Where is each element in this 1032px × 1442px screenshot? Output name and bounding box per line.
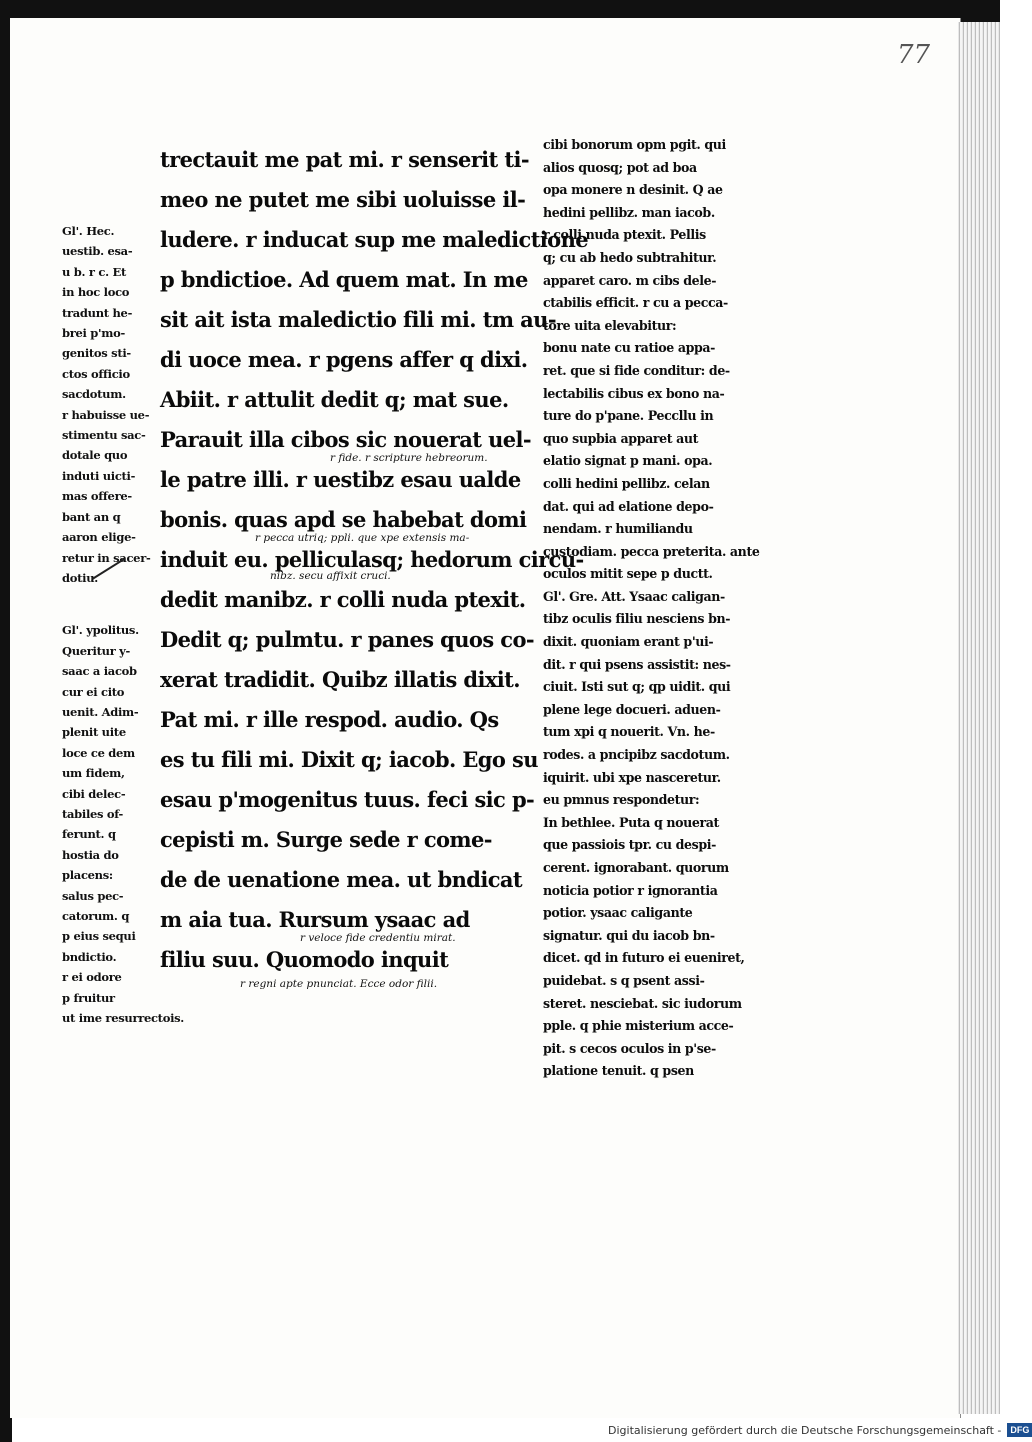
- commentary-line: custodiam. pecca preterita. ante: [543, 543, 760, 559]
- gloss-line: ut ime resurrectois.: [62, 1011, 185, 1026]
- gloss-line: catorum. q: [62, 909, 130, 923]
- gloss-line: brei p'mo-: [62, 326, 125, 341]
- gloss-line: ferunt. q: [62, 827, 116, 842]
- commentary-line: opa monere n desinit. Q ae: [543, 182, 723, 198]
- main-text-line: ludere. r inducat sup me maledictione: [160, 227, 589, 252]
- gloss-line: stimentu sac-: [62, 428, 146, 443]
- gloss-line: sacdotum.: [62, 387, 126, 402]
- footer-credit-text: Digitalisierung gefördert durch die Deutsche Forschungsgemeinschaft -: [608, 1423, 1002, 1437]
- gloss-line: placens:: [62, 868, 113, 883]
- left-gloss-column: [62, 222, 185, 1029]
- gloss-line: retur in sacer-: [62, 550, 151, 565]
- gloss-line: r ei odore: [62, 970, 122, 985]
- interlinear-gloss: r fide. r scripture hebreorum.: [330, 452, 488, 464]
- gloss-line: genitos sti-: [62, 346, 131, 361]
- main-text-line: p bndictioe. Ad quem mat. In me: [160, 267, 528, 292]
- gloss-line: mas offere-: [62, 489, 132, 504]
- gloss-line: um fidem,: [62, 766, 125, 781]
- main-text-line: dedit manibz. r colli nuda ptexit.: [160, 587, 526, 612]
- commentary-line: r colli nuda ptexit. Pellis: [543, 227, 706, 243]
- gloss-line: tradunt he-: [62, 305, 133, 320]
- commentary-line: tibz oculis filiu nesciens bn-: [543, 611, 731, 627]
- main-text-line: xerat tradidit. Quibz illatis dixit.: [160, 667, 520, 692]
- commentary-line: cerent. ignorabant. quorum: [543, 860, 729, 875]
- commentary-line: Gl'. Gre. Att. Ysaac caligan-: [543, 588, 725, 604]
- main-text-line: Dedit q; pulmtu. r panes quos co-: [160, 627, 534, 652]
- main-text-line: esau p'mogenitus tuus. feci sic p-: [160, 787, 535, 812]
- commentary-line: bonu nate cu ratioe appa-: [543, 340, 715, 356]
- commentary-line: hedini pellibz. man iacob.: [543, 204, 715, 220]
- gloss-line: Gl'. Hec.: [62, 224, 115, 238]
- commentary-line: platione tenuit. q psen: [543, 1063, 694, 1079]
- interlinear-gloss: r pecca utriq; ppli. que xpe extensis ma-: [255, 532, 470, 544]
- commentary-line: pple. q phie misterium acce-: [543, 1018, 734, 1034]
- gloss-line: uestib. esa-: [62, 244, 133, 259]
- dfg-logo-text: DFG: [1007, 1423, 1032, 1437]
- commentary-line: q; cu ab hedo subtrahitur.: [543, 249, 717, 265]
- gloss-line: p eius sequi: [62, 929, 136, 944]
- main-text-line: di uoce mea. r pgens affer q dixi.: [160, 347, 528, 372]
- commentary-line: ture do p'pane. Peccllu in: [543, 408, 714, 424]
- commentary-line: dicet. qd in futuro ei eueniret,: [543, 950, 745, 966]
- main-text-line: de de uenatione mea. ut bndicat: [160, 867, 523, 892]
- gloss-line: plenit uite: [62, 725, 126, 740]
- gloss-line: hostia do: [62, 847, 119, 862]
- commentary-line: apparet caro. m cibs dele-: [543, 272, 717, 288]
- gloss-line: bant an q: [62, 509, 121, 524]
- gloss-line: cur ei cito: [62, 684, 125, 699]
- folio-number: 77: [897, 40, 931, 70]
- commentary-line: que passiois tpr. cu despi-: [543, 837, 716, 853]
- commentary-line: potior. ysaac caligante: [543, 905, 693, 921]
- commentary-line: quo supbia apparet aut: [543, 430, 699, 446]
- page-edges: [958, 22, 1000, 1414]
- interlinear-gloss: nibz. secu affixit cruci.: [270, 570, 391, 582]
- interlinear-gloss: r veloce fide credentiu mirat.: [300, 932, 456, 944]
- commentary-line: tum xpi q nouerit. Vn. he-: [543, 724, 715, 740]
- main-text-line: trectauit me pat mi. r senserit ti-: [160, 147, 529, 172]
- commentary-line: dixit. quoniam erant p'ui-: [543, 634, 714, 650]
- commentary-line: lectabilis cibus ex bono na-: [543, 385, 725, 401]
- main-text-line: sit ait ista maledictio fili mi. tm au-: [160, 307, 556, 332]
- commentary-line: pit. s cecos oculos in p'se-: [543, 1040, 716, 1056]
- commentary-line: elatio signat p mani. opa.: [543, 453, 713, 469]
- gloss-line: Queritur y-: [62, 643, 131, 658]
- commentary-line: puidebat. s q psent assi-: [543, 972, 705, 988]
- dfg-logo: [1007, 1423, 1032, 1437]
- gloss-line: ctos officio: [62, 366, 130, 381]
- main-text-line: es tu fili mi. Dixit q; iacob. Ego su: [160, 747, 538, 772]
- main-text-line: bonis. quas apd se habebat domi: [160, 507, 527, 532]
- gloss-line: saac a iacob: [62, 664, 137, 679]
- gloss-line: uenit. Adim-: [62, 704, 139, 719]
- commentary-line: steret. nesciebat. sic iudorum: [543, 995, 742, 1011]
- commentary-line: alios quosq; pot ad boa: [543, 159, 697, 175]
- commentary-line: plene lege docueri. aduen-: [543, 701, 721, 717]
- commentary-line: ciuit. Isti sut q; qp uidit. qui: [543, 679, 731, 695]
- gloss-line: loce ce dem: [62, 745, 135, 760]
- main-text-line: cepisti m. Surge sede r come-: [160, 827, 492, 852]
- commentary-line: signatur. qui du iacob bn-: [543, 927, 715, 943]
- commentary-line: nendam. r humiliandu: [543, 521, 693, 537]
- commentary-line: ctabilis efficit. r cu a pecca-: [543, 295, 728, 311]
- commentary-line: cibi bonorum opm pgit. qui: [543, 137, 726, 152]
- main-text-line: Abiit. r attulit dedit q; mat sue.: [160, 387, 509, 412]
- gloss-line: salus pec-: [62, 888, 124, 903]
- main-text-line: induit eu. pelliculasq; hedorum circu-: [160, 547, 584, 572]
- main-text-line: Parauit illa cibos sic nouerat uel-: [160, 427, 532, 452]
- gloss-line: u b. r c. Et: [62, 264, 126, 279]
- commentary-line: dit. r qui psens assistit: nes-: [543, 656, 731, 672]
- commentary-line: colli hedini pellibz. celan: [543, 475, 710, 491]
- commentary-line: iquirit. ubi xpe nasceretur.: [543, 769, 721, 785]
- gloss-line: dotiu.: [62, 570, 98, 585]
- gloss-line: cibi delec-: [62, 786, 126, 801]
- commentary-line: ret. que si fide conditur: de-: [543, 362, 730, 378]
- right-commentary-column: [543, 134, 763, 1083]
- gloss-line: Gl'. ypolitus.: [62, 623, 139, 638]
- commentary-line: dat. qui ad elatione depo-: [543, 498, 714, 514]
- commentary-line: eu pmnus respondetur:: [543, 792, 700, 808]
- commentary-line: In bethlee. Puta q nouerat: [543, 814, 719, 830]
- main-text-line: filiu suu. Quomodo inquit: [160, 947, 449, 972]
- interlinear-gloss: r regni apte pnunciat. Ecce odor filii.: [240, 978, 438, 990]
- footer-credit: [608, 1421, 1032, 1439]
- gloss-line: tabiles of-: [62, 806, 124, 821]
- commentary-line: rodes. a pncipibz sacdotum.: [543, 747, 730, 763]
- commentary-line: tore uita elevabitur:: [543, 317, 677, 333]
- commentary-line: noticia potior r ignorantia: [543, 882, 718, 898]
- gloss-line: induti uicti-: [62, 468, 136, 483]
- gloss-line: aaron elige-: [62, 530, 136, 545]
- main-text-line: meo ne putet me sibi uoluisse il-: [160, 187, 526, 212]
- gloss-line: r habuisse ue-: [62, 407, 150, 422]
- gloss-line: in hoc loco: [62, 285, 130, 300]
- main-text-line: le patre illi. r uestibz esau ualde: [160, 467, 521, 492]
- commentary-line: oculos mitit sepe p ductt.: [543, 566, 713, 582]
- gloss-line: bndictio.: [62, 949, 117, 964]
- main-text-line: Pat mi. r ille respod. audio. Qs: [160, 707, 499, 732]
- gloss-line: p fruitur: [62, 990, 115, 1005]
- gloss-line: dotale quo: [62, 448, 128, 463]
- main-text-column: [160, 140, 589, 990]
- main-text-line: m aia tua. Rursum ysaac ad: [160, 907, 470, 932]
